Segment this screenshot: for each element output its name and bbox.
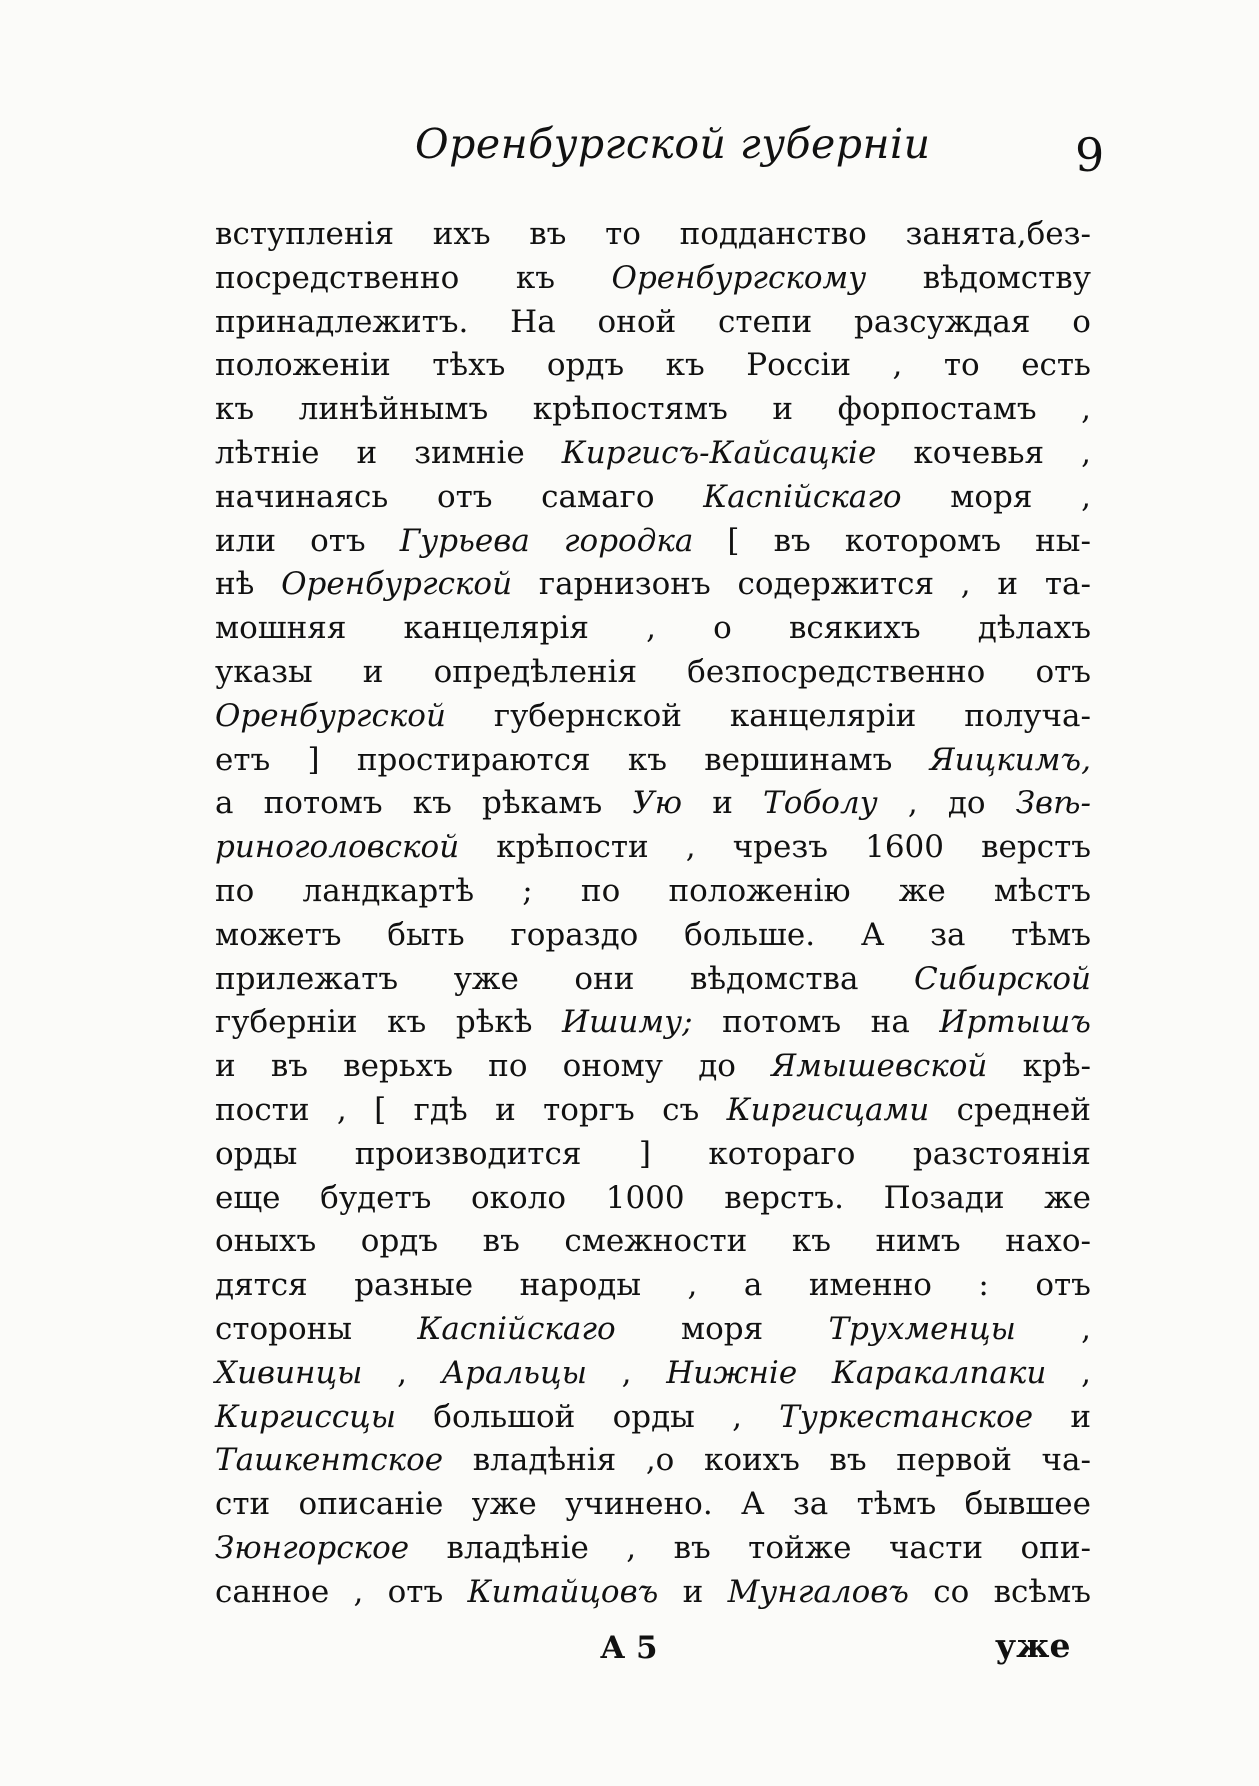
word: 1000 [605,1179,685,1216]
word: первой [896,1442,1012,1479]
text-line [215,523,1091,567]
text-line [215,391,1091,435]
word: то [605,216,641,252]
word: ны- [1035,522,1091,559]
word: А [860,916,885,953]
word: около [471,1179,567,1216]
word: подданство [679,216,867,252]
word: чрезъ [732,829,829,866]
word: нѣ [215,566,255,603]
text-line [215,1223,1091,1267]
text-line [215,1442,1091,1486]
word: вѣдомству [922,259,1091,296]
word: , [685,829,696,866]
word: народы [519,1267,642,1304]
word: , [1081,1310,1091,1347]
word: сти [215,1486,271,1523]
word: гораздо [510,916,639,953]
word: мѣстъ [993,872,1091,909]
word: , [1081,391,1091,428]
word: вершинамъ [704,741,893,778]
word: мошняя [215,610,347,647]
word: орды [612,1398,695,1435]
text-line [215,479,1091,523]
text-line [215,216,1091,260]
word: опредѣленія [433,653,638,690]
word: въ [773,522,811,559]
text-line [215,1180,1091,1224]
word: Россіи [746,347,852,384]
word: быть [387,916,465,953]
word: верстъ [981,829,1091,866]
word: къ [412,785,452,822]
word: которомъ [844,522,1002,559]
italic-word: Киргисцами [726,1091,930,1128]
word: въ [673,1529,711,1566]
italic-word: Оренбургской [281,566,513,603]
word: и [356,434,378,471]
word: орды [215,1135,298,1172]
text-line [215,785,1091,829]
word: по [580,872,621,909]
text-line [215,1004,1091,1048]
word: къ [627,741,667,778]
word: отъ [436,478,493,515]
word: въ [529,216,567,252]
text-line [215,1530,1091,1574]
word: вѣдомства [689,960,859,997]
word: : [978,1267,989,1304]
text-line [215,742,1091,786]
word: ] [307,741,320,778]
italic-word: Ишиму; [562,1004,693,1041]
italic-word: Оренбургской [215,697,446,734]
word: лѣтніе [215,434,320,471]
text-line [215,1311,1091,1355]
text-line [215,260,1091,304]
word: владѣнія [472,1442,617,1479]
word: тѣмъ [856,1486,937,1523]
word: тойже [748,1529,852,1566]
word: съ [662,1091,700,1128]
italic-word: Киргисъ-Кайсацкіе [561,434,877,471]
word: къ [665,347,705,384]
word: учинено. [565,1486,713,1523]
word: по [488,1048,528,1085]
italic-word: Сибирской [914,960,1091,997]
italic-word: Тоболу [763,785,878,822]
word: въ [829,1442,867,1479]
word: и [682,1573,704,1610]
word: производится [354,1135,582,1172]
word: смежности [564,1223,748,1260]
word: или [215,522,277,559]
text-line [215,1399,1091,1443]
word: верьхъ [343,1048,453,1085]
word: та- [1044,566,1091,603]
word: потомъ [722,1004,842,1041]
word: получа- [964,697,1091,734]
word: со [933,1573,970,1610]
word: нахо- [1005,1223,1091,1260]
word: прилежатъ [215,960,399,997]
word: верстъ. [724,1179,844,1216]
word: можетъ [215,916,342,953]
text-line [215,829,1091,873]
text-line [215,1486,1091,1530]
word: всѣмъ [993,1573,1091,1610]
word: начинаясь [215,478,389,515]
text-line [215,1136,1091,1180]
word: , [732,1398,742,1435]
word: отъ [1035,1267,1091,1304]
word: гдѣ [413,1091,468,1128]
word: моря [950,478,1033,515]
running-title: Оренбургской губерніи [415,120,931,168]
word: къ [791,1223,831,1260]
word: бывшее [964,1486,1091,1523]
word: разстоянія [912,1135,1091,1172]
text-line [215,654,1091,698]
word: уже [453,960,519,997]
word: , [621,1354,632,1391]
word: А [741,1486,765,1523]
word: указы [215,653,313,690]
word: губерніи [215,1004,358,1041]
word: тѣхъ [432,347,506,384]
italic-word: Ую [632,785,683,822]
italic-word: Аральцы [441,1354,587,1391]
word: 1600 [865,829,944,866]
word: , [960,566,971,603]
text-line [215,1048,1091,1092]
word: же [898,872,946,909]
word: ча- [1041,1442,1091,1479]
word: будетъ [320,1179,432,1216]
word: котораго [708,1135,856,1172]
italic-word: Яицкимъ, [929,741,1091,778]
word: содержится [737,566,935,603]
word: а [215,785,234,822]
page-number: 9 [1075,128,1105,182]
word: въ [482,1223,520,1260]
word: простираются [356,741,591,778]
word: ордъ [360,1223,439,1260]
italic-word: Иртышъ [939,1004,1091,1041]
word: отъ [1035,653,1091,690]
word: дѣлахъ [977,610,1091,647]
word: оному [562,1048,664,1085]
text-line [215,698,1091,742]
italic-word: Нижніе [666,1354,798,1391]
italic-word: Трухменцы [828,1310,1016,1347]
word: канцелярія [403,610,589,647]
word: и [772,391,794,428]
word: же [1044,1179,1091,1216]
word: , [336,1091,347,1128]
text-line [215,304,1091,348]
word: положеніи [215,347,391,384]
word: линѣйнымъ [298,391,489,428]
word: пости [215,1091,310,1128]
word: , [687,1267,698,1304]
italic-word: Каспійскаго [417,1310,616,1347]
word: губернской [493,697,682,734]
word: еще [215,1179,281,1216]
text-line [215,347,1091,391]
word: вступленія [215,216,395,252]
italic-word: Мунгаловъ [727,1573,909,1610]
word: ихъ [432,216,491,252]
word: нимъ [875,1223,961,1260]
word: и [495,1091,516,1128]
word: и [997,566,1019,603]
word: ,о [645,1442,675,1479]
word: оныхъ [215,1223,317,1260]
word: они [574,960,635,997]
word: по [215,872,255,909]
word: положенію [668,872,851,909]
word: больше. [684,916,816,953]
word: , [646,610,656,647]
word: къ [215,391,255,428]
text-line [215,1267,1091,1311]
italic-word: Оренбургскому [611,259,867,296]
word: степи [717,303,813,340]
text-line [215,917,1091,961]
word: разсуждая [853,303,1031,340]
word: описаніе [298,1486,444,1523]
word: рѣкѣ [455,1004,533,1041]
word: потомъ [263,785,383,822]
word: ордъ [546,347,625,384]
word: гарнизонъ [538,566,711,603]
italic-word: Зюнгорское [215,1529,410,1566]
word: ] [638,1135,651,1172]
word: большой [433,1398,576,1435]
word: до [947,785,986,822]
word: средней [956,1091,1091,1128]
italic-word: Туркестанское [779,1398,1034,1435]
word: коихъ [703,1442,800,1479]
catchword: уже [995,1626,1071,1665]
word: етъ [215,741,271,778]
word: за [792,1486,829,1523]
word: въ [270,1048,309,1085]
text-line [215,1574,1091,1618]
printer-signature: А 5 [600,1630,658,1666]
word: отъ [387,1573,444,1610]
word: всякихъ [788,610,921,647]
word: отъ [310,522,366,559]
word: дятся [215,1267,308,1304]
word: крѣпости [496,829,649,866]
word: крѣ- [1022,1048,1091,1085]
italic-word: риноголовской [215,829,460,866]
word: ; [522,872,533,909]
italic-word: Каракалпаки [831,1354,1047,1391]
word: за [930,916,966,953]
word: На [510,303,556,340]
word: торгъ [543,1091,635,1128]
word: принадлежитъ. [215,303,469,340]
text-line [215,961,1091,1005]
word: безпосредственно [687,653,986,690]
word: къ [515,259,555,296]
italic-word: Ташкентское [215,1442,444,1479]
word: есть [1021,347,1091,384]
word: санное [215,1573,330,1610]
text-line [215,1092,1091,1136]
italic-word: Гурьева [399,522,530,559]
word: и [215,1048,236,1085]
word: а [743,1267,763,1304]
word: опи- [1020,1529,1091,1566]
word: оной [597,303,677,340]
word: самаго [541,478,655,515]
word: канцеляріи [729,697,917,734]
word: Позади [883,1179,1005,1216]
italic-word: Звѣ- [1015,785,1091,822]
word: посредственно [215,259,460,296]
word: , [397,1354,407,1391]
word: , [907,785,918,822]
word: крѣпостямъ [532,391,728,428]
word: до [698,1048,736,1085]
word: части [888,1529,984,1566]
word: рѣкамъ [482,785,603,822]
word: зимніе [414,434,525,471]
word: , [1081,434,1091,471]
word: форпостамъ [837,391,1037,428]
word: владѣніе [446,1529,589,1566]
word: стороны [215,1310,353,1347]
italic-word: Ямышевской [771,1048,988,1085]
word: и [1070,1398,1091,1435]
word: разные [354,1267,474,1304]
word: , [353,1573,364,1610]
text-line [215,435,1091,479]
word: кочевья [913,434,1045,471]
word: , [892,347,903,384]
text-line [215,610,1091,654]
word: , [1081,1354,1091,1391]
word: о [713,610,732,647]
word: , [1081,478,1091,515]
word: моря [681,1310,764,1347]
word: на [870,1004,910,1041]
word: [ [374,1091,387,1128]
italic-word: Каспійскаго [703,478,902,515]
text-line [215,566,1091,610]
word: именно [808,1267,932,1304]
word: , [626,1529,637,1566]
word: тѣмъ [1011,916,1091,953]
body-text [215,216,1091,1618]
italic-word: городка [563,522,694,559]
word: и [362,653,384,690]
word: уже [471,1486,537,1523]
italic-word: Китайцовъ [467,1573,659,1610]
word: занята,без- [905,216,1091,252]
word: о [1072,303,1091,340]
italic-word: Хивинцы [215,1354,363,1391]
word: ландкартѣ [302,872,475,909]
text-line [215,873,1091,917]
word: и [712,785,733,822]
word: [ [727,522,740,559]
text-line [215,1355,1091,1399]
word: къ [387,1004,427,1041]
italic-word: Киргиссцы [215,1398,397,1435]
word: то [943,347,980,384]
